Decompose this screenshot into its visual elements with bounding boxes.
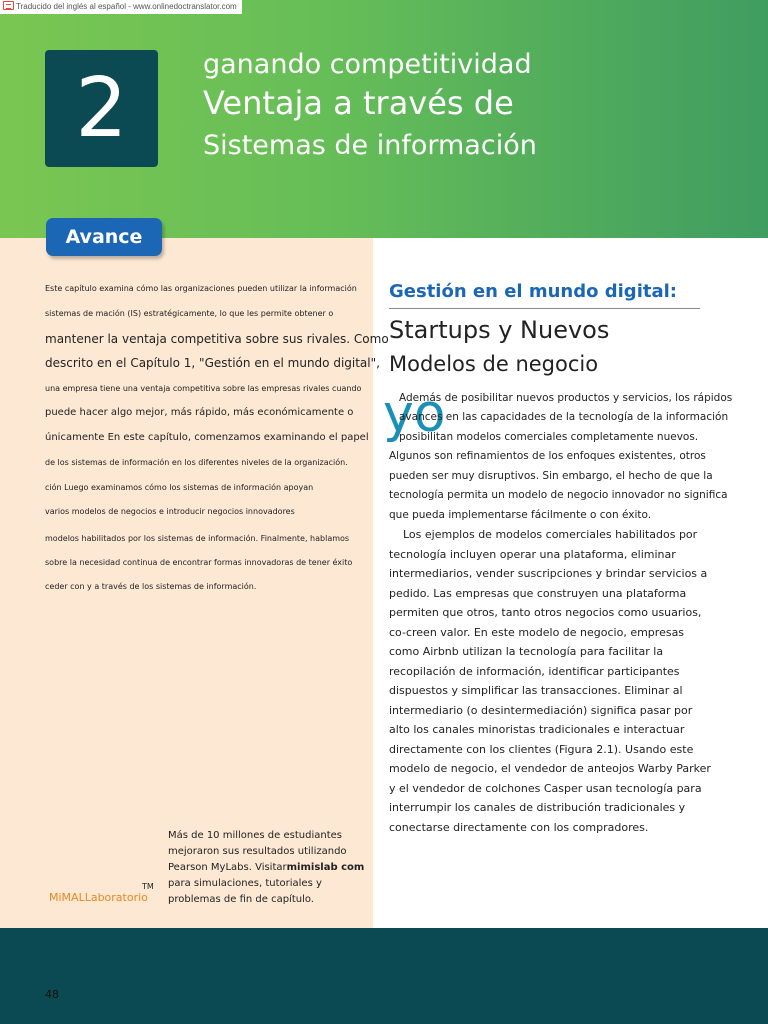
trademark: TM [142,882,154,891]
mylab-promo-line [168,860,368,876]
section-heading: Gestión en el mundo digital: [389,281,677,302]
body-line: recopilación de información, identificar participantes [389,665,680,678]
mylab-promo-text: Pearson MyLabs. Visitar [168,862,287,873]
section-subtitle-line1: Startups y Nuevos [389,316,610,344]
body-line: Además de posibilitar nuevos productos y servicios, los rápidos [399,392,733,404]
body-line: conectarse directamente con los compradores. [389,821,649,834]
chapter-title-line1: ganando competitividad [203,49,532,80]
section-divider [389,308,700,309]
body-line: tecnología permita un modelo de negocio innovador no significa [389,489,728,501]
preview-label: Avance [46,218,162,256]
body-line: como Airbnb utilizan la tecnología para facilitar la [389,645,664,658]
body-line: alto los canales minoristas tradicionales e interactuar [389,723,685,736]
intro-line: varios modelos de negocios e introducir negocios innovadores [45,507,295,516]
body-line: posibilitan modelos comerciales completamente nuevos. [399,431,699,443]
pdf-translate-icon [3,1,14,10]
intro-line: mantener la ventaja competitiva sobre sus rivales. Como [45,332,389,346]
chapter-header [0,0,768,238]
mylab-promo [168,828,368,908]
intro-line: modelos habilitados por los sistemas de información. Finalmente, hablamos [45,534,350,543]
body-line: Los ejemplos de modelos comerciales habilitados por [403,528,698,541]
body-line: avances en las capacidades de la tecnología de la información [399,411,729,423]
body-line: pedido. Las empresas que construyen una plataforma [389,587,687,600]
section-subtitle-line2: Modelos de negocio [389,352,599,376]
body-line: modelo de negocio, el vendedor de anteojos Warby Parker [389,762,711,775]
drop-cap: yo [383,384,446,444]
translator-banner[interactable] [0,0,242,14]
chapter-title-line3: Sistemas de información [203,130,537,161]
intro-line: de los sistemas de información en los diferentes niveles de la organización. [45,458,348,467]
body-line: y el vendedor de colchones Casper usan tecnología para [389,782,702,795]
chapter-number: 2 [75,60,128,156]
body-line: permiten que otros, tanto otros negocios como usuarios, [389,606,702,619]
intro-line: descrito en el Capítulo 1, "Gestión en el mundo digital", [45,356,380,370]
body-line: que pueda implementarse fácilmente o con éxito. [389,509,652,521]
body-line: dispuestos y simplificar las transacciones. Eliminar al [389,684,683,697]
intro-line: sobre la necesidad continua de encontrar formas innovadoras de tener éxito [45,558,353,567]
translator-banner-text[interactable]: Traducido del inglés al español - www.onlinedoctranslator.com [16,2,237,11]
intro-line: únicamente En este capítulo, comenzamos examinando el papel [45,432,369,443]
mylab-link[interactable]: mimislab com [286,862,365,873]
logo-mal: MAL [61,891,85,904]
chapter-number-box [45,50,158,167]
mylab-logo [49,891,148,904]
page-footer [0,928,768,1024]
body-line: pueden ser muy disruptivos. Sin embargo, el hecho de que la [389,470,713,482]
body-line: tecnología incluyen operar una plataforma, eliminar [389,548,676,561]
body-line: Algunos son refinamientos de los enfoques existentes, otros [389,450,706,462]
intro-line: sistemas de mación (IS) estratégicamente, lo que les permite obtener o [45,309,334,318]
mylab-promo-line: Más de 10 millones de estudiantes [168,830,342,841]
intro-line: ción Luego examinamos cómo los sistemas de información apoyan [45,483,314,492]
mylab-promo-line: para simulaciones, tutoriales y [168,878,322,889]
body-line: intermediario (o desintermediación) significa pasar por [389,704,693,717]
intro-line: una empresa tiene una ventaja competitiva sobre las empresas rivales cuando [45,384,362,393]
logo-lab: Laboratorio [84,891,148,904]
mylab-promo-line: problemas de fin de capítulo. [168,894,314,905]
body-line: interrumpir los canales de distribución tradicionales y [389,801,686,814]
mylab-promo-line: mejoraron sus resultados utilizando [168,846,347,857]
intro-line: Este capítulo examina cómo las organizaciones pueden utilizar la información [45,284,357,293]
body-line: directamente con los clientes (Figura 2.1). Usando este [389,743,694,756]
logo-mi: Mi [49,891,62,904]
chapter-title-line2: Ventaja a través de [203,84,514,122]
body-line: co-creen valor. En este modelo de negocio, empresas [389,626,685,639]
intro-line: ceder con y a través de los sistemas de información. [45,582,257,591]
body-line: intermediarios, vender suscripciones y brindar servicios a [389,567,708,580]
intro-line: puede hacer algo mejor, más rápido, más económicamente o [45,407,354,418]
page-number: 48 [45,988,59,1001]
